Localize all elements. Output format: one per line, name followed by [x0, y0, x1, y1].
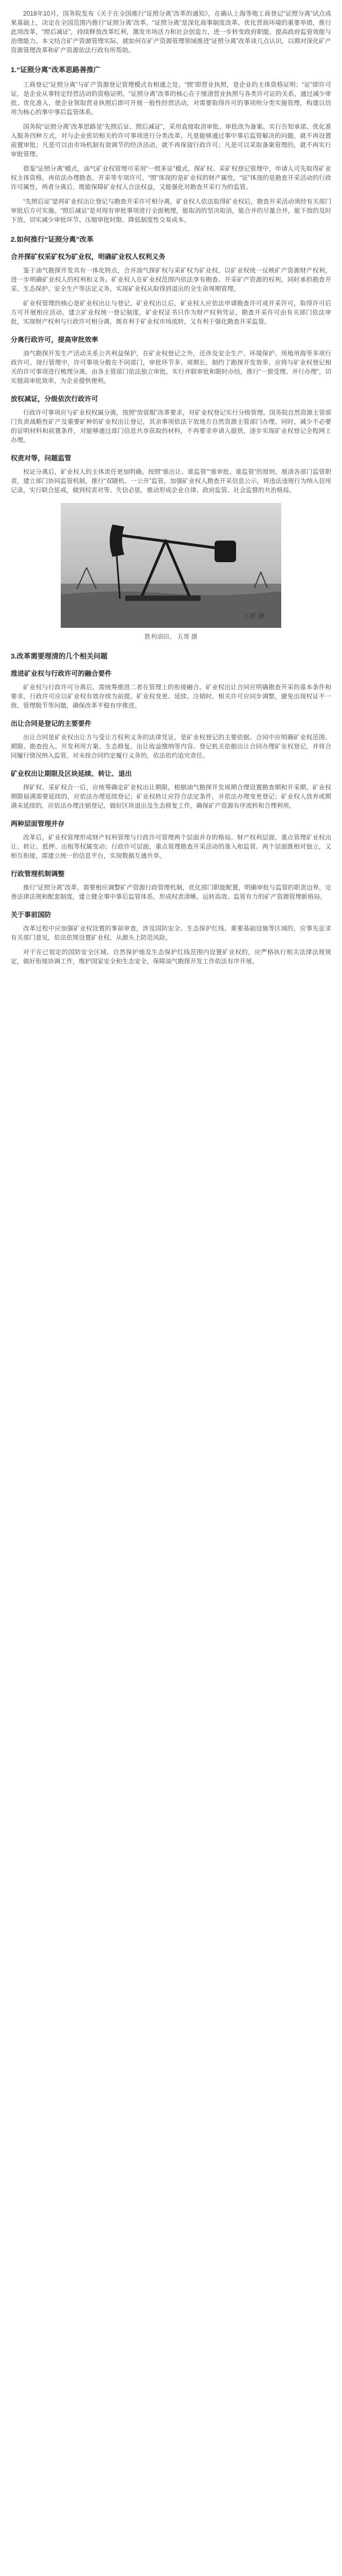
body-paragraph: 鉴于油气勘探开发具有一体化特点，合并油气探矿权与采矿权为矿业权，以矿业权统一反映矿产资源财产权利，进一步明确矿业权人的权利和义务。矿业权人在矿业权范围内依法享有勘查、开采矿产资源的权利，同时承担勘查开采、生态保护、安全生产等法定义务，实现矿业权从取得到退出的全生命周期管理。 [11, 268, 331, 292]
section-heading: 3.改革需要理清的几个相关问题 [11, 652, 108, 660]
subsection-heading: 推进矿业权与行政许可的融合要件 [11, 670, 112, 677]
body-paragraph: 推行“证照分离”改革，需要相应调整矿产资源行政管理机制，优化部门职能配置，明确审批与监管的职责边界，完善法律法规和配套制度，建立健全事中事后监管体系，形成权责清晰、运转高效、监管有力的矿产资源管理新格局。 [11, 885, 331, 900]
body-paragraph: 矿业权与行政许可分离后，需统筹推进二者在管理上的衔接融合。矿业权出让合同应明确勘查开采的基本条件和要求，行政许可应以矿业权有效存续为前提。矿业权变更、延续、注销时，相关许可应同步调整，避免出现权证不一致、管理脱节等问题，确保改革平稳有序推进。 [11, 684, 331, 709]
section [11, 650, 331, 967]
body-paragraph: 改革后，矿业权管理形成财产权利管理与行政许可管理两个层面并存的格局。财产权利层面，重点管理矿业权出让、转让、抵押、出租等权属变动；行政许可层面，重点管理勘查开采活动的准入和监管。两个层面既相对独立，又相互衔接，需建立统一的信息平台，实现数据互通共享。 [11, 835, 331, 859]
body-paragraph: 国务院“证照分离”改革思路是“先照后证、照后减证”，采用直接取消审批、审批改为备案、实行告知承诺、优化准入服务四种方式，对与企业密切相关的许可事项进行分类改革。凡是能够通过事中事后监管解决的问题，就不再设置前置审批；凡是可以由市场机制有效调节的经济活动，就不再保留行政许可；凡是可以采取备案管理的，就不再实行审批管理。 [11, 124, 331, 158]
body-paragraph: 工商登记“证照分离”与矿产资源登记管理模式有相通之处。“照”即营业执照，是企业的主体资格证明；“证”即许可证，是企业从事特定经营活动的资格证明。“证照分离”改革的核心在于厘清营业执照与各类许可证的关系，通过减少审批、优化准入，使企业领取营业执照后即可开展一般性经营活动，对需要取得许可的事项则分类实施管理，构建以信用为核心的事中事后监管体系。 [11, 82, 331, 116]
section-heading: 2.如何推行“证照分离”改革 [11, 235, 94, 243]
figure-caption: 胜利油田。 五哥 摄 [144, 634, 198, 640]
subsection-heading: 权责对等，问题监管 [11, 454, 72, 462]
body-paragraph: 权证分离后，矿业权人的主体责任更加明确。按照“谁出让、谁监管”“谁审批、谁监管”的原则，厘清各部门监管职责，建立部门协同监管机制，推行“双随机、一公开”监管，加强矿业权人勘查开采信息公示，将违法违规行为纳入信用记录，实行联合惩戒，做到权责对等、失信必惩，推动形成企业自律、政府监管、社会监督的共治格局。 [11, 469, 331, 494]
subsection-heading: 两种层面管理并存 [11, 820, 65, 828]
body-paragraph: 改革过程中应加强矿业权设置的事前审查，涉及国防安全、生态保护红线、重要基础设施等区域的，应事先征求有关部门意见，依法依规设置矿业权，从源头上防范风险。 [11, 926, 331, 941]
body-paragraph: 油气勘探开发生产活动关系公共利益保护，在矿业权登记之外，还涉及安全生产、环境保护、用地用海等多项行政许可。现行管理中，许可事项分散在不同部门，审批环节多、周期长，制约了勘探开发效率。应将与矿业权登记相关的许可事项进行梳理分离，由各主管部门依法独立审批，实行并联审批和限时办结，推行“一窗受理、并行办理”，切实提高审批效率，为企业提供便利。 [11, 351, 331, 384]
subsection-heading: 矿业权出让期限及区块延续、转让、退出 [11, 770, 132, 778]
section [11, 234, 331, 641]
article [0, 0, 342, 967]
subsection-heading: 合并探矿权采矿权为矿业权，明确矿业权人权利义务 [11, 253, 166, 261]
body-paragraph: 行政许可事项应与矿业权权属分离，按照“放管服”改革要求，对矿业权登记实行分级管理。国务院自然资源主管部门负责战略性矿产及重要矿种的矿业权出让登记，其余事项依法下放地方自然资源主管部门办理。同时，减少不必要的证明材料和前置条件，对能够通过部门信息共享获取的材料，不再要求申请人提供，逐步实现矿业权登记全程网上办理。 [11, 410, 331, 444]
oil-field-photo [61, 503, 281, 628]
section [11, 64, 331, 225]
subsection-heading: 放权减证，分级依次行政许可 [11, 395, 98, 403]
subsection-heading: 关于事前国防 [11, 911, 52, 919]
subsection-heading: 行政管理机制调整 [11, 870, 65, 878]
body-paragraph: 探矿权、采矿权合一后，应统筹确定矿业权出让期限，根据油气勘探开发周期合理设置勘查期和开采期。矿业权期限届满需要延续的，应依法办理延续登记；矿业权转让应符合法定条件，并依法办理变更登记；矿业权人放弃或期满未延续的，应依法办理注销登记，做好区块退出及生态修复工作，确保矿产资源有序流转和合理利用。 [11, 785, 331, 809]
photographer-signature: 王军 摄 [243, 612, 264, 620]
article-body [11, 64, 331, 967]
body-paragraph: 对于在已划定的国防安全区域、自然保护地及生态保护红线范围内设置矿业权的，应严格执行相关法律法规规定，做好衔接协调工作，维护国家安全和生态安全，保障油气勘探开发工作依法有序开展。 [11, 949, 331, 965]
body-paragraph: 矿业权管理的核心是矿业权出让与登记。矿业权出让后，矿业权人应依法申请勘查许可或开采许可，取得许可后方可开展相应活动。建立矿业权统一登记制度，矿业权证书只作为财产权利凭证，勘查开采许可由有关部门依法审批，实现财产权利与行政许可相分离，既有利于矿业权市场流转，又有利于强化勘查开采监管。 [11, 300, 331, 325]
subsection-heading: 出让合同是登记的主要要件 [11, 720, 92, 727]
subsection-heading: 分离行政许可，提高审批效率 [11, 336, 98, 344]
body-paragraph: 出让合同是矿业权出让方与受让方权利义务的法律凭证，是矿业权登记的主要依据。合同中应明确矿业权范围、期限、勘查投入、开发利用方案、生态修复、出让收益缴纳等内容。登记机关依据出让合同办理矿业权登记，并将合同履行情况纳入监管，对未按合同约定履行义务的，依法依约追究责任。 [11, 734, 331, 759]
intro-paragraph: 2018年10月，国务院发布《关于在全国推行“证照分离”改革的通知》，在确认上海等地工商登记“证照分离”试点成果基础上，决定在全国范围内推行“证照分离”改革。“证照分离”是深化商事制度改革、优化营商环境的重要举措，推行此项改革，“照后减证”，持续释放改革红利，激发市场活力和社会创造力，进一步转变政府职能，提高政府监管效能与治理能力。本文结合矿产资源管理实际，就如何在矿产资源管理领域推进“证照分离”改革谈几点认识，以期对深化矿产资源管理改革和矿产资源依法行政有所帮助。 [11, 11, 331, 54]
section-heading: 1.“证照分离”改革思路善推广 [11, 66, 101, 74]
body-paragraph: “先照后证”是将矿业权出让登记与勘查开采许可相分离，矿业权人依法取得矿业权后，勘查开采活动须经有关部门审批后方可实施。“照后减证”是对现有审批事项进行全面梳理，能取消的坚决取消，能合并的尽量合并，能下放的及时下放，切实减少审批环节、压缩审批时限、降低制度性交易成本。 [11, 199, 331, 223]
body-paragraph: 借鉴“证照分离”模式，油气矿业权管理可采用“一照多证”模式。探矿权、采矿权登记管理中，申请人可先取得矿业权主体资格，再依法办理勘查、开采等专项许可。“照”体现的是矿业权的财产属性，“证”体现的是勘查开采活动的行政许可属性，两者分离后，既能保障矿业权人合法权益，又能强化对勘查开采行为的监管。 [11, 166, 331, 191]
figure [11, 503, 331, 628]
